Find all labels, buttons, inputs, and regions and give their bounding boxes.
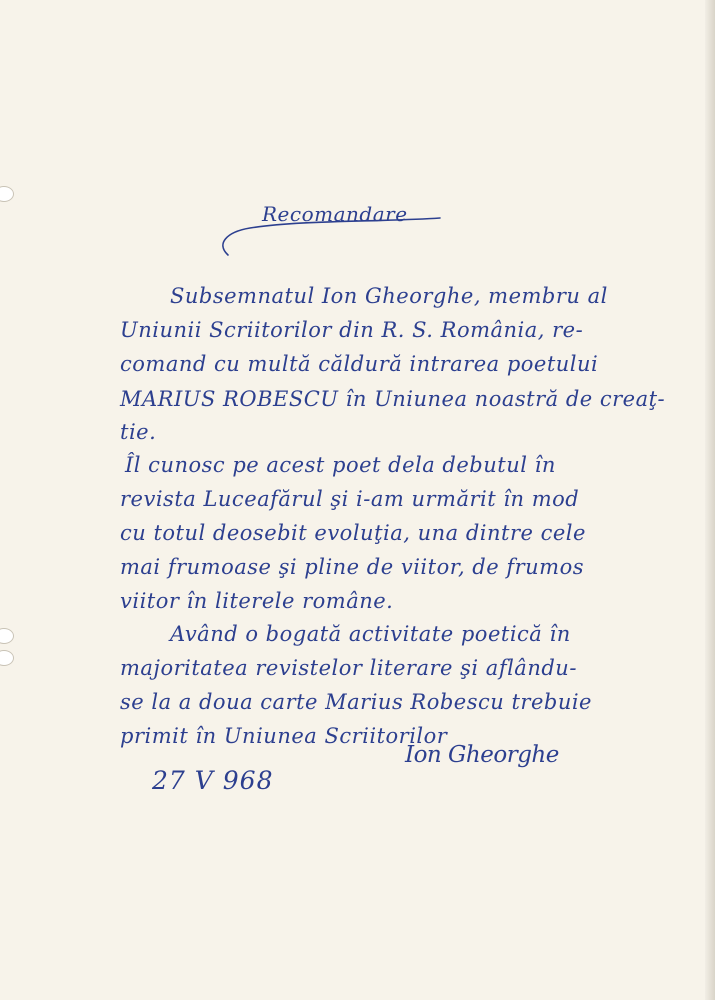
letter-line: majoritatea revistelor literare şi aflându-	[120, 656, 577, 680]
letter-line: MARIUS ROBESCU în Uniunea noastră de creaţ-	[120, 387, 666, 411]
letter-line: comand cu multă căldură intrarea poetului	[120, 352, 599, 376]
letter-title: Recomandare	[262, 202, 408, 226]
letter-line: mai frumoase şi pline de viitor, de frumos	[120, 555, 585, 579]
letter-line: primit în Uniunea Scriitorilor	[120, 724, 448, 748]
letter-line: tie.	[120, 420, 157, 444]
letter-line: revista Luceafărul şi i-am urmărit în mod	[120, 487, 580, 511]
letter-line: cu totul deosebit evoluţia, una dintre cele	[120, 521, 586, 545]
signature: Ion Gheorghe	[405, 742, 559, 768]
letter-line: Îl cunosc pe acest poet dela debutul în	[125, 453, 556, 477]
letter-line: viitor în literele române.	[120, 589, 394, 613]
letter-date: 27 V 968	[152, 766, 274, 795]
letter-line: Subsemnatul Ion Gheorghe, membru al	[170, 284, 608, 308]
letter-line: Având o bogată activitate poetică în	[170, 622, 571, 646]
letter-line: se la a doua carte Marius Robescu trebuie	[120, 690, 592, 714]
letter-line: Uniunii Scriitorilor din R. S. România, re-	[120, 318, 584, 342]
